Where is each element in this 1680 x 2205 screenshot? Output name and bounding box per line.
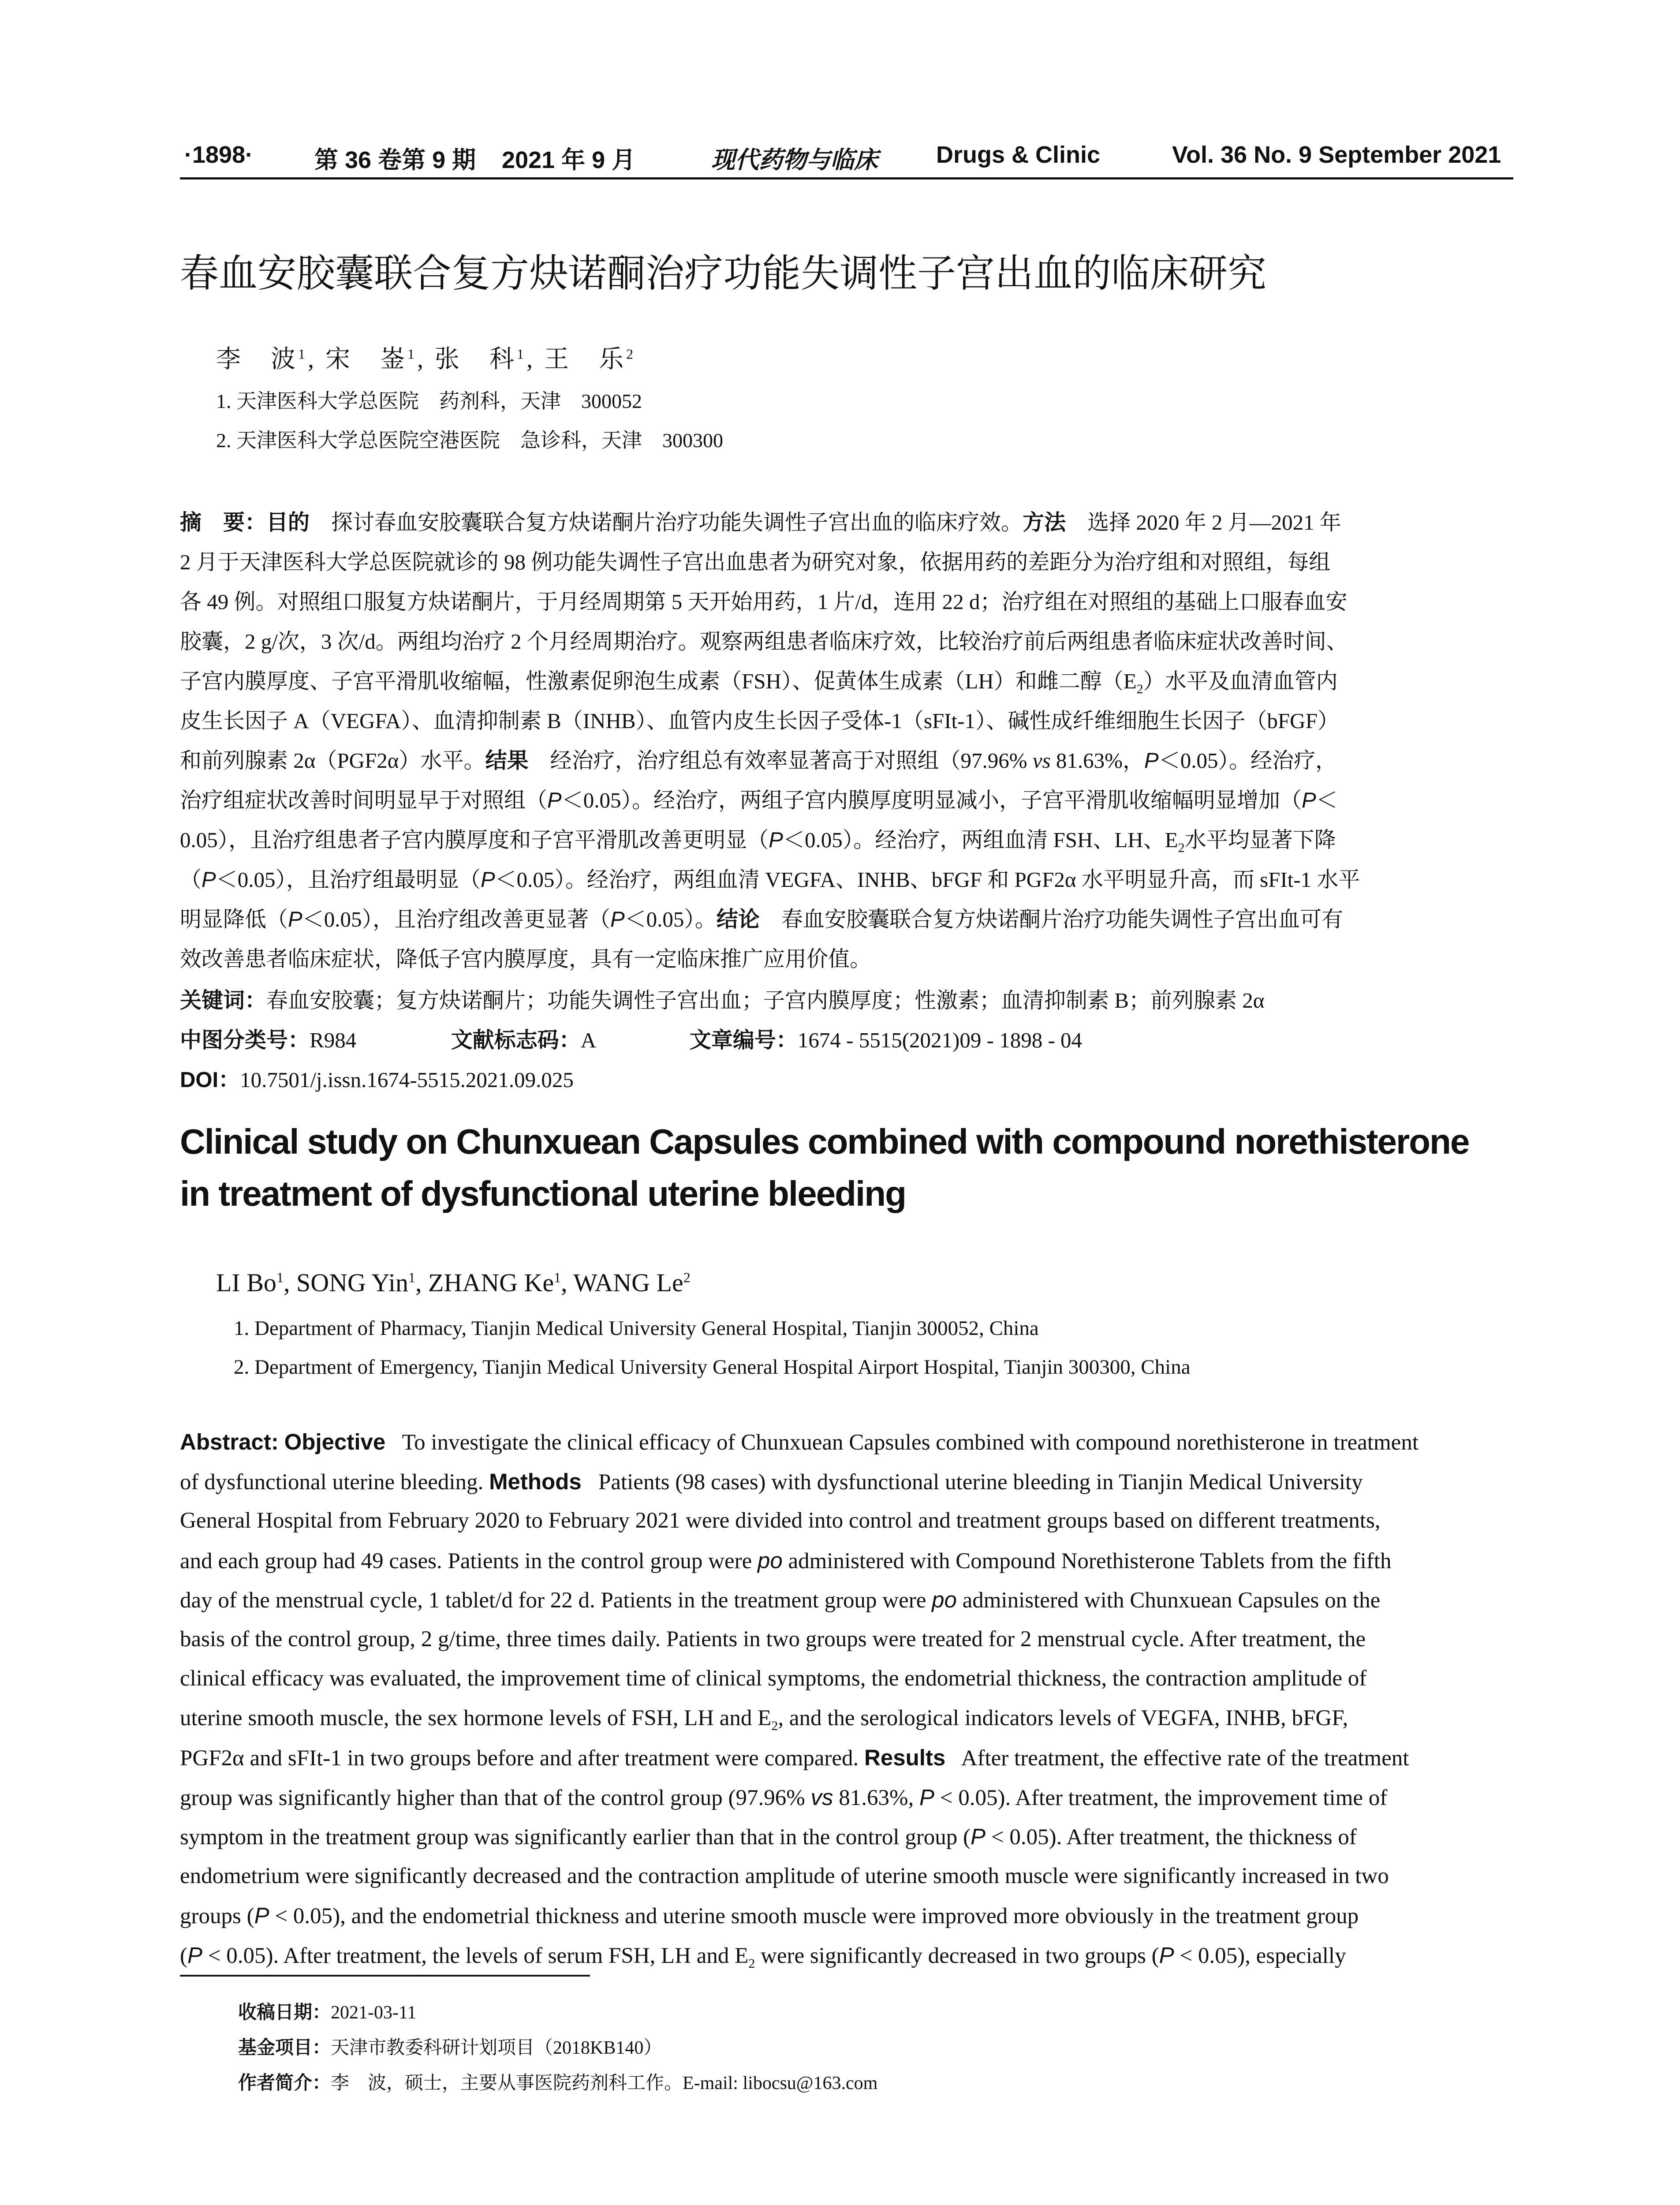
page-number: ·1898·: [184, 142, 254, 168]
abstract-text: ）水平及血清血管内: [1143, 669, 1338, 693]
abstract-text: 春血安胶囊联合复方炔诺酮片治疗功能失调性子宫出血可有: [781, 907, 1343, 931]
p-symbol: P: [288, 908, 302, 931]
footnote-text: 李 波，硕士，主要从事医院药剂科工作。E-mail: libocsu@163.com: [331, 2073, 878, 2093]
affiliation-en: 2. Department of Emergency, Tianjin Medical University General Hospital Airport Hospital, Tianjin 300300, China: [234, 1356, 1191, 1379]
objective-label: Objective: [284, 1429, 386, 1454]
abstract-text: administered with Compound Norethisterone Tablets from the fifth: [788, 1548, 1392, 1573]
p-symbol: P: [480, 868, 495, 892]
doi-label: DOI：: [180, 1068, 240, 1092]
p-symbol: P: [1144, 749, 1159, 773]
footnote-funding: [238, 2033, 662, 2059]
abstract-cn: [180, 503, 1513, 979]
abstract-text: basis of the control group, 2 g/time, three times daily. Patients in two groups were treated for 2 menstrual cycle. After treatment, the: [180, 1626, 1366, 1652]
p-symbol: P: [610, 908, 625, 931]
p-symbol: P: [187, 1942, 203, 1968]
author-affiliation-mark: 2: [683, 1269, 691, 1286]
abstract-text: administered with Chunxuean Capsules on the: [962, 1588, 1381, 1613]
abstract-text: 效改善患者临床症状，降低子宫内膜厚度，具有一定临床推广应用价值。: [180, 947, 872, 971]
author-affiliation-mark: 1: [276, 1269, 284, 1286]
author-name: 宋 崟: [325, 346, 407, 373]
abstract-text: symptom in the treatment group was significantly earlier than that in the control group (: [180, 1825, 971, 1850]
abstract-text: < 0.05). After treatment, the thickness of: [991, 1825, 1357, 1850]
abstract-text: ＜0.05），且治疗组改善更显著（: [302, 907, 610, 931]
footnote-label: 收稿日期：: [238, 2002, 331, 2022]
abstract-text: 治疗组症状改善时间明显早于对照组（: [180, 788, 548, 812]
p-symbol: P: [769, 828, 783, 852]
author-affiliation-mark: 1: [408, 1269, 415, 1286]
issue-en: Vol. 36 No. 9 September 2021: [1172, 142, 1501, 168]
article-number-value: 1674 - 5515(2021)09 - 1898 - 04: [797, 1028, 1083, 1052]
abstract-text: 皮生长因子 A（VEGFA）、血清抑制素 B（INHB）、血管内皮生长因子受体-1（sFIt-1）、碱性成纤维细胞生长因子（bFGF）: [180, 709, 1339, 733]
abstract-text: 胶囊，2 g/次，3 次/d。两组均治疗 2 个月经周期治疗。观察两组患者临床疗效，比较治疗前后两组患者临床症状改善时间、: [180, 629, 1348, 654]
issue-cn: 第 36 卷第 9 期: [314, 147, 476, 173]
abstract-label: 摘 要：: [180, 511, 267, 534]
abstract-text: ＜0.05）。经治疗，两组血清 VEGFA、INHB、bFGF 和 PGF2α 水平明显升高，而 sFIt-1 水平: [495, 867, 1360, 892]
authors-cn: 李 波$^1$, 宋 崟$^1$, 张 科$^1$, 王 乐$^2$: [216, 346, 636, 373]
abstract-text: 水平均显著下降: [1184, 828, 1336, 852]
author-name: ZHANG Ke: [428, 1268, 554, 1297]
footnote-label: 基金项目：: [238, 2037, 331, 2058]
abstract-text: , and the serological indicators levels of VEGFA, INHB, bFGF,: [778, 1705, 1348, 1730]
abstract-text: 2 月于天津医科大学总医院就诊的 98 例功能失调性子宫出血患者为研究对象，依据用药的差距分为治疗组和对照组，每组: [180, 550, 1331, 574]
keywords-label: 关键词：: [180, 989, 267, 1013]
author-affiliation-mark: 1: [407, 346, 417, 362]
affiliation-en: 1. Department of Pharmacy, Tianjin Medical University General Hospital, Tianjin 300052, China: [234, 1317, 1039, 1340]
p-symbol: P: [254, 1903, 269, 1928]
abstract-label: Abstract:: [180, 1429, 279, 1454]
date-cn: 2021 年 9 月: [502, 147, 636, 173]
journal-name-cn: 现代药物与临床: [711, 147, 878, 173]
abstract-text: 探讨春血安胶囊联合复方炔诺酮片治疗功能失调性子宫出血的临床疗效。: [331, 510, 1023, 534]
p-symbol: P: [202, 868, 216, 892]
abstract-text: 和前列腺素 2α（PGF2α）水平。: [180, 748, 485, 773]
abstract-text: 81.63%，: [1056, 748, 1144, 773]
title-en-line: in treatment of dysfunctional uterine bleeding: [180, 1174, 906, 1213]
abstract-text: < 0.05). After treatment, the improvement time of: [940, 1785, 1388, 1810]
abstract-text: day of the menstrual cycle, 1 tablet/d for 22 d. Patients in the treatment group were: [180, 1588, 926, 1613]
results-label: Results: [864, 1745, 946, 1770]
abstract-text: （: [180, 867, 202, 892]
doi-row: [180, 1063, 574, 1094]
author-affiliation-mark: 1: [517, 346, 526, 362]
abstract-text: 子宫内膜厚度、子宫平滑肌收缩幅，性激素促卵泡生成素（FSH）、促黄体生成素（LH）和雌二醇（E: [180, 669, 1137, 693]
clc-label: 中图分类号：: [180, 1028, 310, 1052]
p-symbol: P: [1159, 1942, 1174, 1968]
p-symbol: P: [1301, 789, 1316, 812]
journal-name-en: Drugs & Clinic: [936, 142, 1101, 168]
keywords-cn: [180, 983, 1264, 1014]
author-affiliation-mark: 1: [554, 1269, 561, 1286]
author-name: WANG Le: [573, 1268, 683, 1297]
subscript: 2: [1136, 681, 1143, 696]
classification-row: [180, 1023, 1082, 1054]
abstract-text: of dysfunctional uterine bleeding.: [180, 1469, 484, 1495]
results-label: 结果: [485, 749, 529, 773]
abstract-text: PGF2α and sFIt-1 in two groups before and after treatment were compared.: [180, 1746, 859, 1771]
clc-value: R984: [310, 1028, 357, 1052]
footnote-text: 天津市教委科研计划项目（2018KB140）: [331, 2038, 662, 2058]
abstract-text: ＜0.05），且治疗组最明显（: [216, 867, 481, 892]
title-en: [180, 1116, 1513, 1220]
abstract-text: General Hospital from February 2020 to February 2021 were divided into control and treatment groups based on different treatments,: [180, 1508, 1381, 1533]
abstract-text: 各 49 例。对照组口服复方炔诺酮片，于月经周期第 5 天开始用药，1 片/d，连用 22 d；治疗组在对照组的基础上口服春血安: [180, 590, 1348, 614]
p-symbol: P: [547, 789, 562, 812]
abstract-text: < 0.05), especially: [1180, 1943, 1346, 1968]
article-number-label: 文章编号：: [689, 1028, 798, 1052]
methods-label: 方法: [1023, 511, 1066, 534]
subscript: 2: [1178, 840, 1185, 855]
running-header: [180, 141, 1513, 176]
doc-code-value: A: [580, 1028, 595, 1052]
author-affiliation-mark: 1: [298, 346, 308, 362]
footnote-text: 2021-03-11: [331, 2003, 417, 2023]
abstract-text: ＜0.05）。经治疗，两组血清 FSH、LH、E: [783, 828, 1178, 852]
abstract-text: 选择 2020 年 2 月—2021 年: [1087, 510, 1341, 534]
abstract-text: To investigate the clinical efficacy of Chunxuean Capsules combined with compound norethisterone in treatment: [402, 1430, 1419, 1455]
author-affiliation-mark: 2: [626, 346, 636, 362]
abstract-en: [180, 1422, 1513, 1975]
vs-text: vs: [810, 1784, 833, 1810]
abstract-text: endometrium were significantly decreased and the contraction amplitude of uterine smooth muscle were significantly increased in two: [180, 1863, 1389, 1888]
affiliation-cn: 2. 天津医科大学总医院空港医院 急诊科，天津 300300: [216, 429, 723, 452]
abstract-text: group was significantly higher than that of the control group (97.96%: [180, 1785, 805, 1810]
abstract-text: clinical efficacy was evaluated, the improvement time of clinical symptoms, the endometrial thickness, the contraction amplitude of: [180, 1666, 1367, 1691]
methods-label: Methods: [489, 1469, 582, 1494]
abstract-text: < 0.05). After treatment, the levels of serum FSH, LH and E: [208, 1943, 749, 1968]
subscript: 2: [771, 1718, 778, 1733]
authors-en: LI Bo$^1$, SONG Yin$^1$, ZHANG Ke$^1$, WANG Le$^2$: [216, 1268, 691, 1297]
abstract-text: 0.05），且治疗组患者子宫内膜厚度和子宫平滑肌改善更明显（: [180, 828, 769, 852]
abstract-text: < 0.05), and the endometrial thickness and uterine smooth muscle were improved more obviously in the treatment group: [275, 1904, 1359, 1928]
affiliation-cn: 1. 天津医科大学总医院 药剂科，天津 300052: [216, 390, 642, 412]
doc-code-label: 文献标志码：: [451, 1028, 581, 1052]
abstract-text: uterine smooth muscle, the sex hormone levels of FSH, LH and E: [180, 1705, 772, 1730]
footnote-author-bio: [238, 2068, 877, 2095]
footnote-rule: [180, 1975, 590, 1977]
subscript: 2: [748, 1956, 755, 1971]
author-name: 王 乐: [544, 346, 626, 373]
title-cn: 春血安胶囊联合复方炔诺酮治疗功能失调性子宫出血的临床研究: [180, 251, 1267, 295]
author-name: 张 科: [435, 346, 517, 373]
author-name: LI Bo: [216, 1268, 276, 1297]
title-en-line: Clinical study on Chunxuean Capsules combined with compound norethisterone: [180, 1122, 1469, 1161]
p-symbol: P: [971, 1824, 986, 1849]
abstract-text: ＜0.05）。经治疗，两组子宫内膜厚度明显减小，子宫平滑肌收缩幅明显增加（: [561, 788, 1302, 812]
p-symbol: P: [919, 1784, 935, 1810]
abstract-text: Patients (98 cases) with dysfunctional uterine bleeding in Tianjin Medical University: [598, 1469, 1363, 1495]
keywords-text: 春血安胶囊；复方炔诺酮片；功能失调性子宫出血；子宫内膜厚度；性激素；血清抑制素 B；前列腺素 2α: [266, 988, 1265, 1013]
abstract-text: and each group had 49 cases. Patients in the control group were: [180, 1548, 752, 1573]
po-text: po: [932, 1587, 957, 1612]
vs-text: vs: [1032, 748, 1051, 773]
footnote-received: [238, 1998, 416, 2024]
abstract-text: (: [180, 1943, 187, 1968]
po-text: po: [758, 1547, 783, 1573]
abstract-text: ＜0.05）。: [624, 907, 717, 931]
abstract-text: 经治疗，治疗组总有效率显著高于对照组（97.96%: [550, 748, 1027, 773]
doi-link[interactable]: 10.7501/j.issn.1674-5515.2021.09.025: [240, 1068, 574, 1092]
abstract-text: 明显降低（: [180, 907, 288, 931]
objective-label: 目的: [266, 511, 310, 534]
abstract-text: were significantly decreased in two groups (: [761, 1943, 1159, 1968]
abstract-text: groups (: [180, 1904, 254, 1928]
abstract-text: 81.63%,: [839, 1785, 914, 1810]
author-name: SONG Yin: [296, 1268, 408, 1297]
abstract-text: After treatment, the effective rate of the treatment: [961, 1746, 1409, 1771]
author-name: 李 波: [216, 346, 298, 373]
footnote-label: 作者简介：: [238, 2072, 331, 2093]
abstract-text: ＜0.05）。经治疗，: [1158, 748, 1337, 773]
conclusion-label: 结论: [716, 908, 760, 931]
abstract-text: ＜: [1316, 788, 1338, 812]
header-rule: [180, 177, 1513, 179]
